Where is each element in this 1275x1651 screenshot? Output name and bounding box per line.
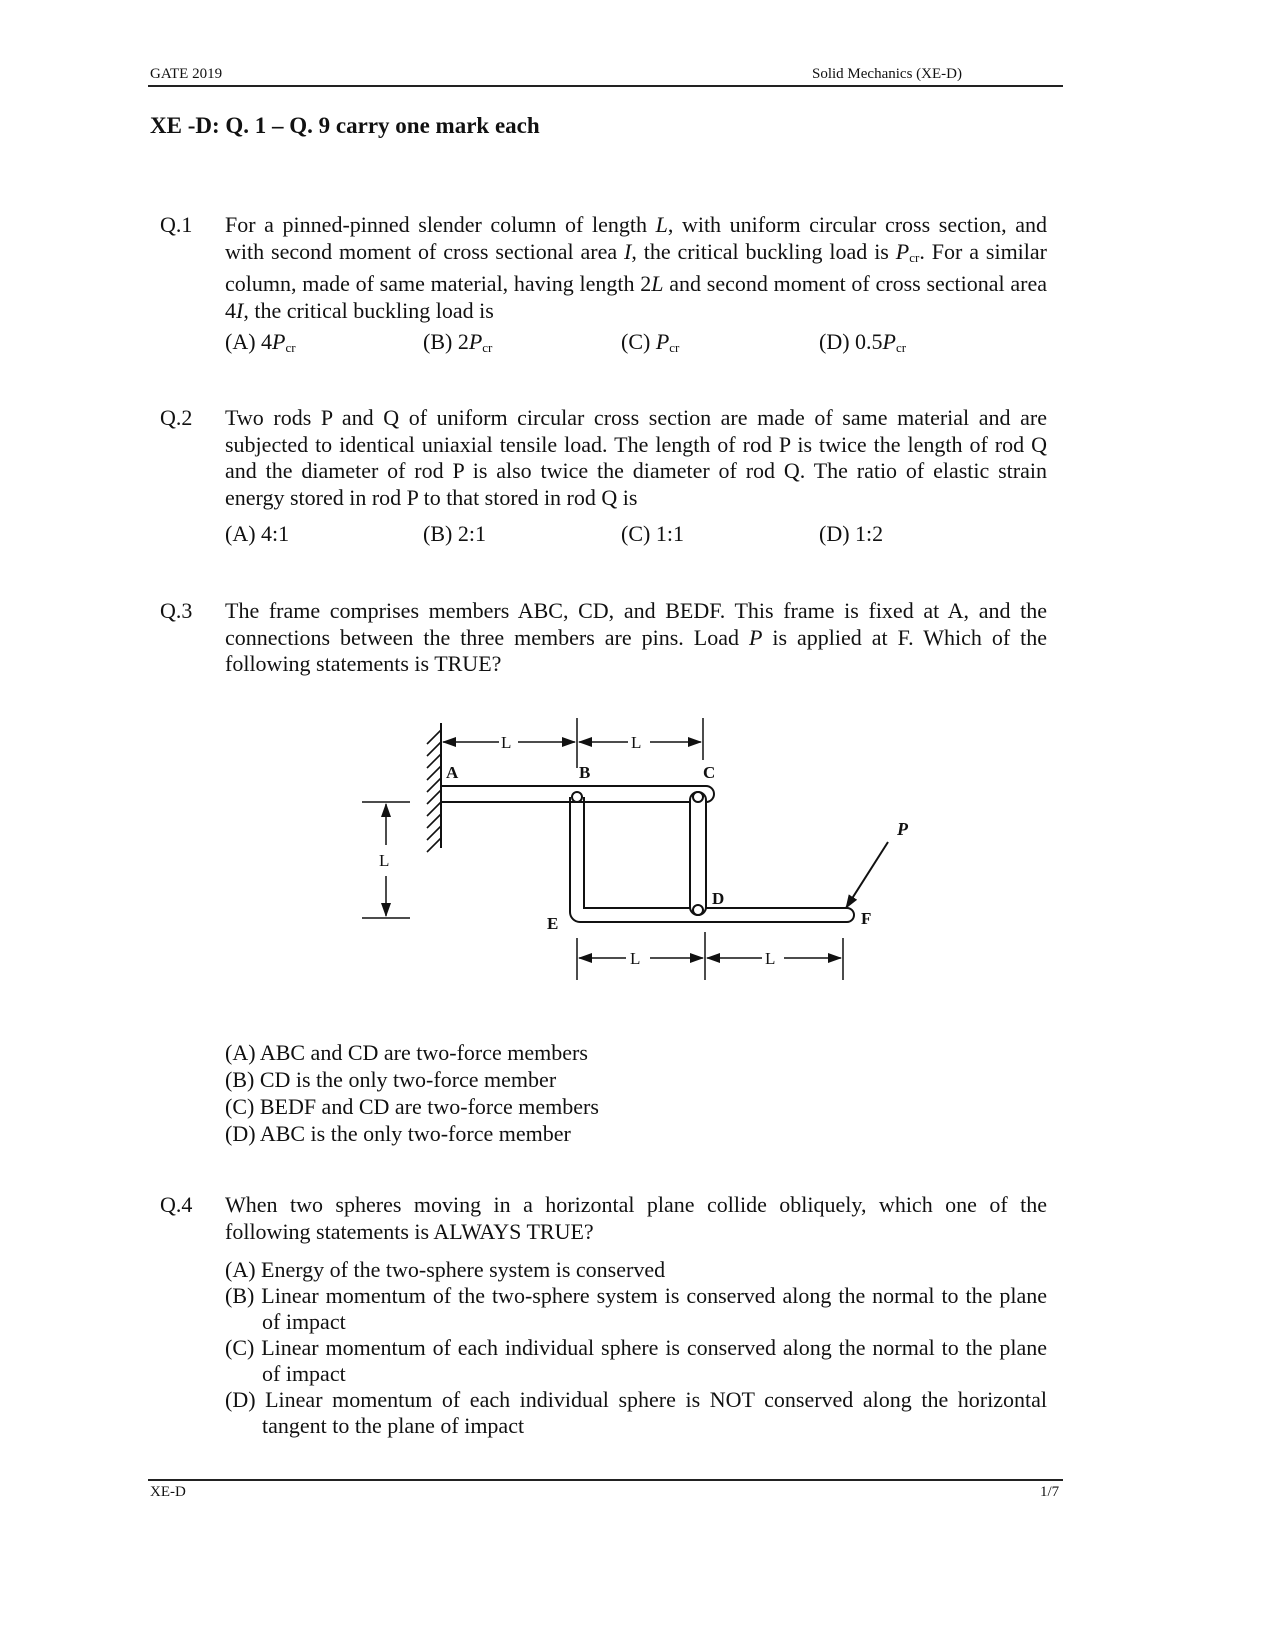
q4-number: Q.4 [160, 1192, 193, 1217]
q2-option-c: (C) 1:1 [621, 521, 684, 546]
dim-label-ed: L [630, 949, 641, 968]
member-cd [690, 792, 706, 915]
q3-option-d: (D) ABC is the only two-force member [225, 1121, 571, 1146]
q1-option-a: (A) $4P_{cr}$ [225, 329, 296, 355]
label-e: E [547, 914, 559, 933]
q4-text: When two spheres moving in a horizontal plane collide obliquely, which one of the following statements is ALWAYS TRUE? [225, 1192, 1047, 1244]
dim-label-df: L [765, 949, 776, 968]
q3-option-b: (B) CD is the only two-force member [225, 1067, 557, 1092]
q1-text: For a pinned-pinned slender column of length L, with uniform circular cross section, and with second moment of cross sectional area I, the critical buckling load is $P_{cr}$. For a similar column, made of same material, having length 2L and second moment of cross sectional area 4I, the critical buckling load is [225, 212, 1047, 323]
q4-option-c: (C) Linear momentum of each individual sphere is conserved along the normal to the plane of impact [225, 1335, 1047, 1386]
q4-option-b: (B) Linear momentum of the two-sphere system is conserved along the normal to the plane of impact [225, 1283, 1047, 1334]
q3-option-a: (A) ABC and CD are two-force members [225, 1040, 588, 1065]
label-d: D [712, 889, 725, 908]
header-right: Solid Mechanics (XE-D) [812, 66, 962, 82]
label-b: B [579, 763, 591, 782]
footer-left: XE-D [150, 1484, 186, 1500]
label-c: C [703, 763, 716, 782]
pin-b [572, 792, 582, 802]
q2-option-b: (B) 2:1 [423, 521, 486, 546]
q1-option-d: (D) $0.5P_{cr}$ [819, 329, 907, 355]
support-hatch [427, 730, 441, 852]
section-title: XE -D: Q. 1 – Q. 9 carry one mark each [150, 113, 540, 138]
q3-options [225, 1039, 1047, 1147]
label-f: F [861, 909, 872, 928]
q3-option-c: (C) BEDF and CD are two-force members [225, 1094, 599, 1119]
q4-option-d: (D) Linear momentum of each individual sphere is NOT conserved along the horizontal tangent to the plane of impact [225, 1387, 1047, 1438]
load-p-arrow [846, 842, 888, 908]
dim-label-bc: L [631, 733, 642, 752]
q2-option-d: (D) 1:2 [819, 521, 884, 546]
dim-label-vertical: L [379, 851, 390, 870]
pin-d [693, 905, 703, 915]
pin-c [693, 792, 703, 802]
header-left: GATE 2019 [150, 66, 223, 82]
footer-rule [148, 1479, 1063, 1481]
page-number: 1/7 [1040, 1484, 1060, 1500]
q3-number: Q.3 [160, 598, 193, 623]
label-a: A [446, 763, 459, 782]
q1-option-b: (B) $2P_{cr}$ [423, 329, 493, 355]
q2-option-a: (A) 4:1 [225, 521, 290, 546]
q2-text: Two rods P and Q of uniform circular cross section are made of same material and are subjected to identical uniaxial tensile load. The length of rod P is twice the length of rod Q and the diameter of rod P is also twice the diameter of rod Q. The ratio of elastic strain energy stored in rod P to that stored in rod Q is [225, 405, 1047, 510]
label-p: P [897, 819, 908, 839]
q4-options [225, 1257, 1047, 1439]
q4-option-a: (A) Energy of the two-sphere system is conserved [225, 1257, 666, 1282]
q2-number: Q.2 [160, 405, 193, 430]
q1-option-c: (C) $P_{cr}$ [621, 329, 680, 355]
q1-number: Q.1 [160, 212, 193, 237]
dim-label-ab: L [501, 733, 512, 752]
q3-text: The frame comprises members ABC, CD, and BEDF. This frame is fixed at A, and the connections between the three members are pins. Load P is applied at F. Which of the following statements is TRUE? [225, 598, 1048, 676]
